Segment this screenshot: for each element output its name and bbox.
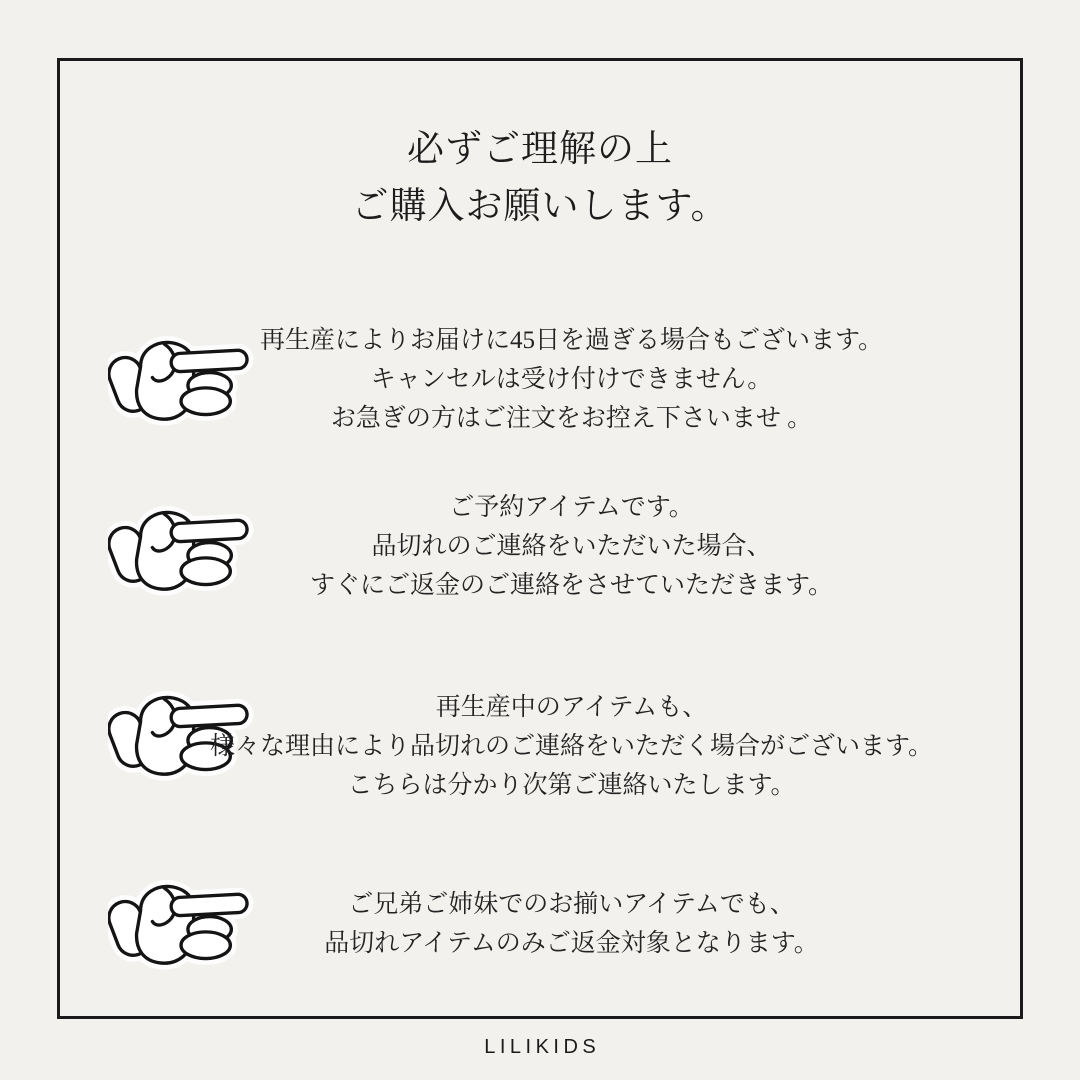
notice-line: すぐにご返金のご連絡をさせていただきます。	[309, 572, 833, 599]
notice-section-reservation-item	[180, 488, 963, 605]
notice-section-sibling-matching	[180, 885, 963, 963]
notice-line: ご兄弟ご姉妹でのお揃いアイテムでも、	[348, 891, 795, 918]
notice-line: 品切れアイテムのみご返金対象となります。	[324, 930, 819, 957]
notice-line: 様々な理由により品切れのご連絡をいただく場合がございます。	[209, 733, 933, 760]
page-title	[60, 121, 1020, 235]
notice-line: お急ぎの方はご注文をお控え下さいませ 。	[330, 405, 813, 432]
notice-line: 再生産中のアイテムも、	[435, 694, 708, 721]
notice-line: キャンセルは受け付けできません。	[370, 366, 773, 393]
notice-section-out-of-stock	[180, 688, 963, 805]
notice-line: 品切れのご連絡をいただいた場合、	[371, 533, 772, 560]
brand-logo: LILIKIDS	[484, 1036, 601, 1058]
title-line-1: 必ずご理解の上	[407, 129, 673, 170]
title-line-2: ご購入お願いします。	[351, 186, 729, 227]
notice-line: 再生産によりお届けに45日を過ぎる場合もございます。	[259, 327, 883, 354]
notice-line: こちらは分かり次第ご連絡いたします。	[347, 772, 796, 799]
notice-card	[57, 58, 1023, 1019]
notice-line: ご予約アイテムです。	[449, 494, 694, 521]
notice-section-reproduction-delay	[180, 321, 963, 438]
